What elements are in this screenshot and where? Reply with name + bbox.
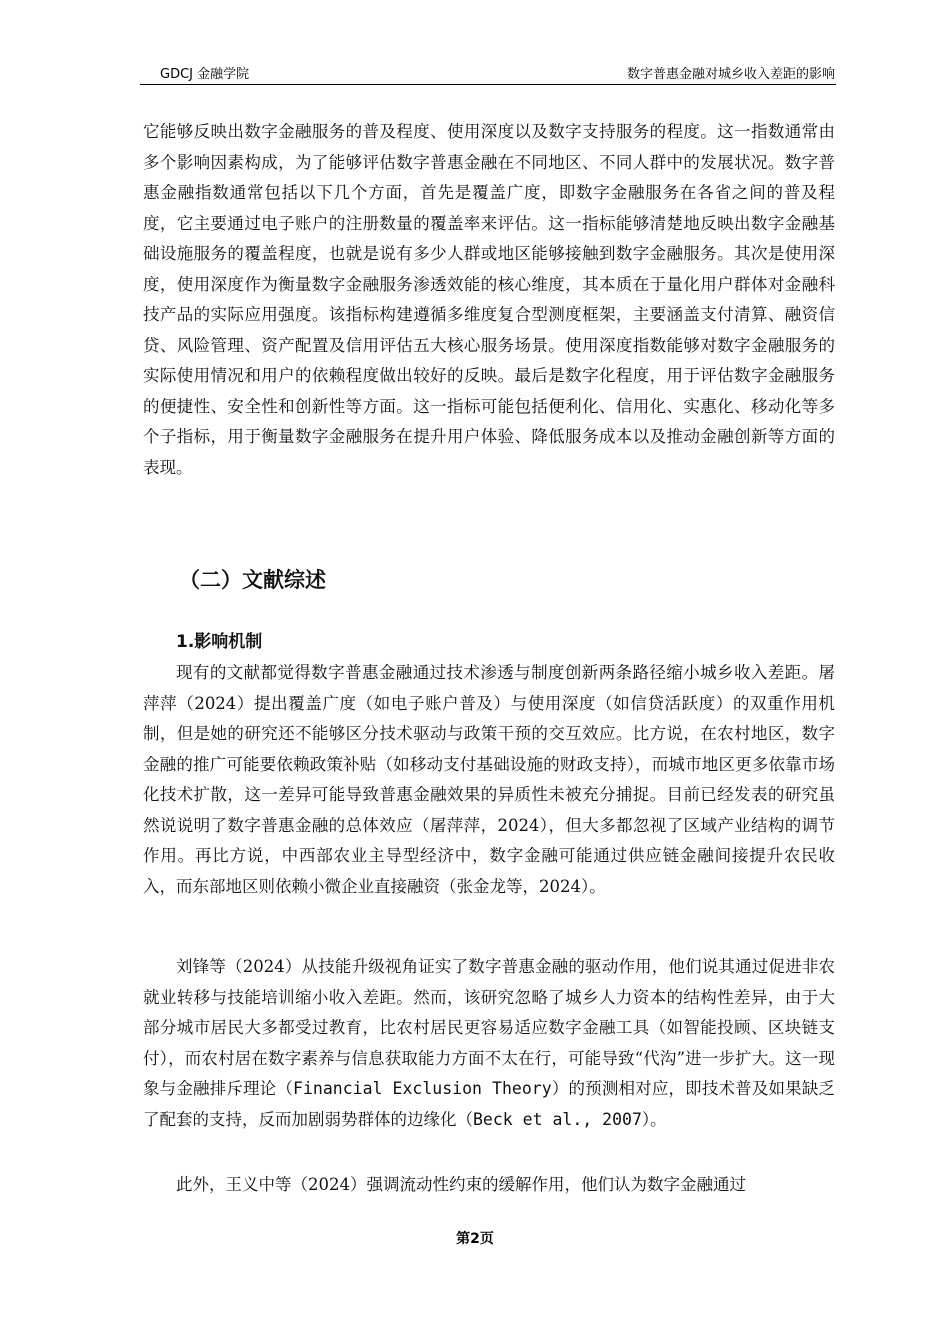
citation-beck: Beck et al., 2007	[473, 1109, 642, 1129]
paragraph-3-text-c: ）。	[641, 1109, 667, 1129]
subsection-heading: 1.影响机制	[176, 632, 263, 652]
section-heading: （二）文献综述	[179, 568, 326, 592]
body-paragraph-3	[143, 952, 835, 1135]
paragraph-3-text-a: 刘锋等（2024）从技能升级视角证实了数字普惠金融的驱动作用，他们说其通过促进非农就业转移与技能培训缩小收入差距。然而，该研究忽略了城乡人力资本的结构性差异，由于大部分城市居民大多都受过教育，比农村居民更容易适应数字金融工具（如智能投顾、区块链支付），而农村居在数字素养与信息获取能力方面不太在行，可能导致“代沟”进一步扩大。这一现象与金融排斥理论（	[143, 957, 835, 1098]
body-paragraph-1: 它能够反映出数字金融服务的普及程度、使用深度以及数字支持服务的程度。这一指数通常由多个影响因素构成，为了能够评估数字普惠金融在不同地区、不同人群中的发展状况。数字普惠金融指数通常包括以下几个方面，首先是覆盖广度，即数字金融服务在各省之间的普及程度，它主要通过电子账户的注册数量的覆盖率来评估。这一指标能够清楚地反映出数字金融基础设施服务的覆盖程度，也就是说有多少人群或地区能够接触到数字金融服务。其次是使用深度，使用深度作为衡量数字金融服务渗透效能的核心维度，其本质在于量化用户群体对金融科技产品的实际应用强度。该指标构建遵循多维度复合型测度框架，主要涵盖支付清算、融资信贷、风险管理、资产配置及信用评估五大核心服务场景。使用深度指数能够对数字金融服务的实际使用情况和用户的依赖程度做出较好的反映。最后是数字化程度，用于评估数字金融服务的便捷性、安全性和创新性等方面。这一指标可能包括便利化、信用化、实惠化、移动化等多个子指标，用于衡量数字金融服务在提升用户体验、降低服务成本以及推动金融创新等方面的表现。	[143, 122, 835, 477]
header-school-name: GDCJ 金融学院	[160, 67, 250, 82]
paragraph-3-text-b: ）的预测相对应，即技术普及如果缺乏了配套的支持，反而加剧弱势群体的边缘化（	[143, 1079, 836, 1129]
body-paragraph-2: 现有的文献都觉得数字普惠金融通过技术渗透与制度创新两条路径缩小城乡收入差距。屠萍萍（2024）提出覆盖广度（如电子账户普及）与使用深度（如信贷活跃度）的双重作用机制，但是她的研究还不能够区分技术驱动与政策干预的交互效应。比方说，在农村地区，数字金融的推广可能要依赖政策补贴（如移动支付基础设施的财政支持），而城市地区更多依靠市场化技术扩散，这一差异可能导致普惠金融效果的异质性未被充分捕捉。目前已经发表的研究虽然说说明了数字普惠金融的总体效应（屠萍萍，2024），但大多都忽视了区域产业结构的调节作用。再比方说，中西部农业主导型经济中，数字金融可能通过供应链金融间接提升农民收入，而东部地区则依赖小微企业直接融资（张金龙等，2024）。	[143, 663, 835, 896]
page-number: 第2页	[456, 1231, 494, 1247]
header-paper-title: 数字普惠金融对城乡收入差距的影响	[626, 67, 835, 82]
header-rule	[140, 84, 836, 85]
body-paragraph-4: 此外，王义中等（2024）强调流动性约束的缓解作用，他们认为数字金融通过	[176, 1175, 746, 1194]
term-financial-exclusion-theory: Financial Exclusion Theory	[293, 1079, 552, 1098]
